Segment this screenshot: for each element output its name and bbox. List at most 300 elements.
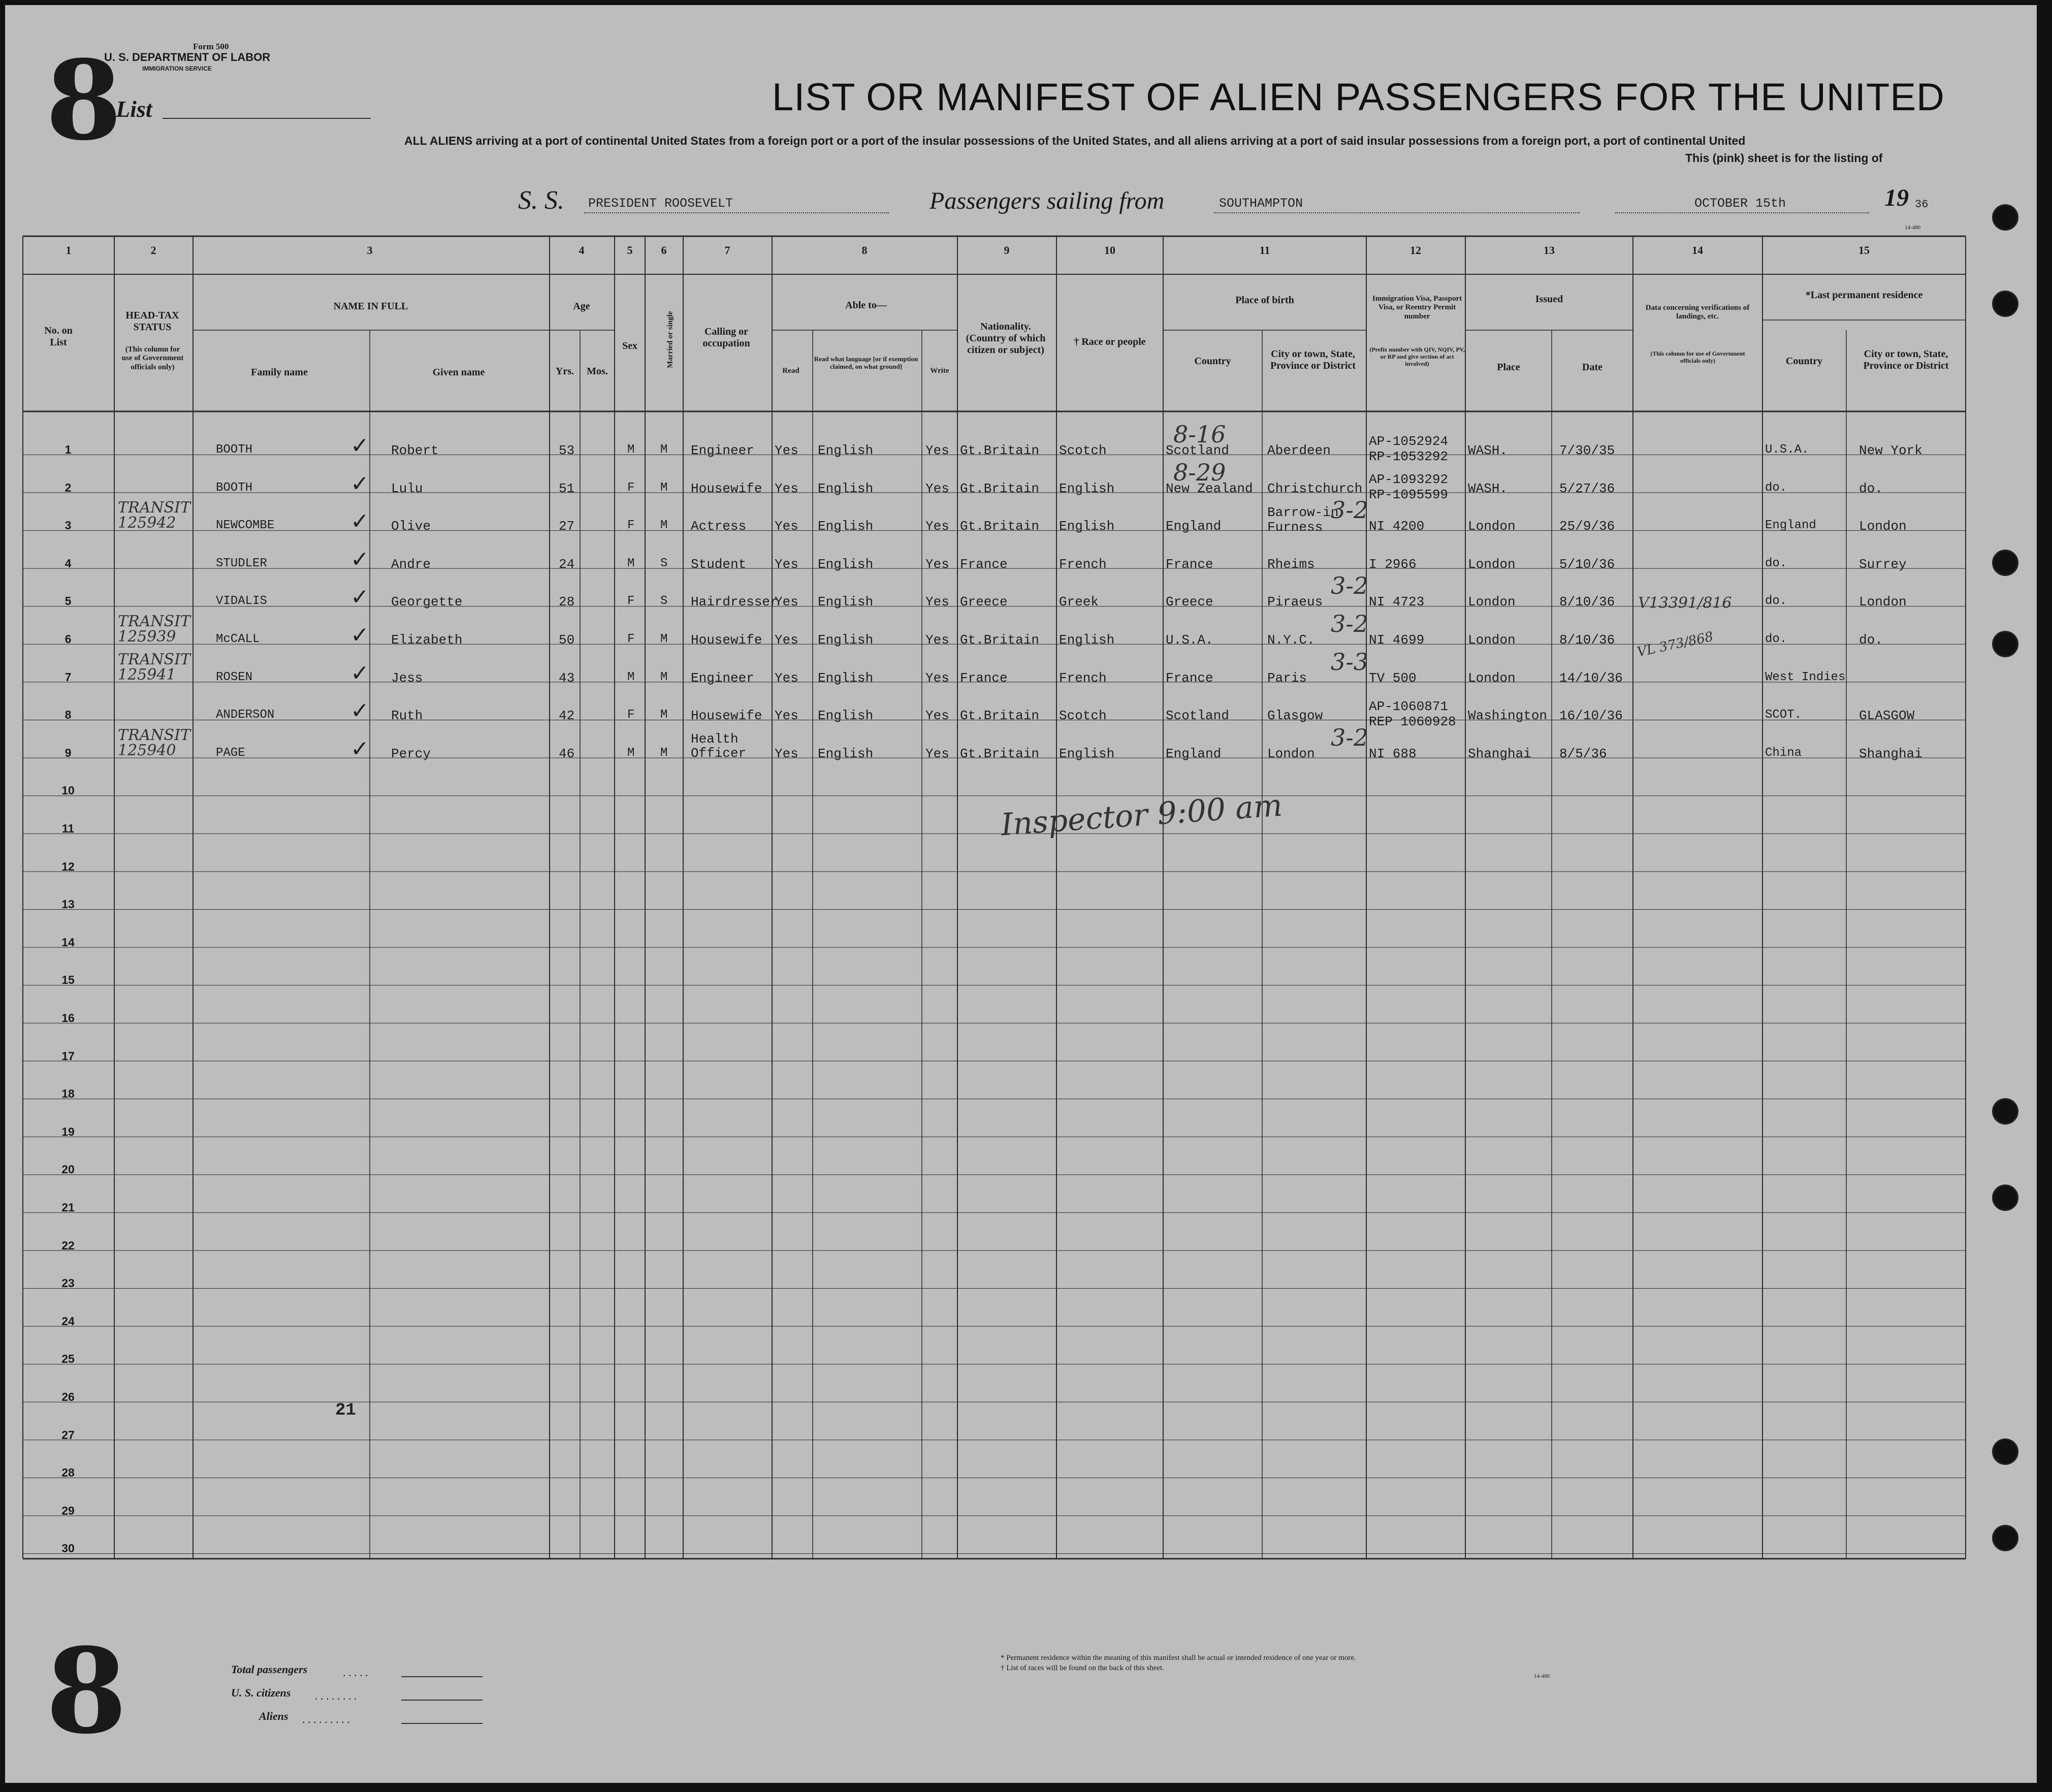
row-number: 4 — [65, 556, 72, 570]
column-number: 5 — [627, 244, 633, 257]
cell-age-years: 46 — [559, 746, 575, 761]
cell-visa-number-2: RP-1095599 — [1369, 487, 1449, 502]
column-number: 9 — [1004, 244, 1010, 257]
cell-given-name: Robert — [391, 443, 439, 458]
cell-birth-city: Barrow-in Furness — [1267, 505, 1339, 535]
form-number: Form 500 — [193, 42, 229, 51]
cell-nationality: Greece — [960, 594, 1008, 610]
cell-handwritten-mark: 3-3 — [1331, 648, 1369, 676]
row-number: 7 — [65, 670, 72, 684]
cell-occupation: Actress — [691, 519, 747, 534]
cell-race: Greek — [1059, 594, 1099, 610]
header-issued-date: Date — [1582, 362, 1602, 373]
row-number: 23 — [61, 1276, 75, 1290]
cell-read-language: English — [818, 443, 874, 458]
ship-name: PRESIDENT ROOSEVELT — [588, 196, 733, 211]
row-number: 20 — [61, 1163, 75, 1176]
row-number: 5 — [65, 594, 72, 608]
check-mark-icon: ✓ — [350, 660, 369, 686]
row-number: 17 — [61, 1049, 75, 1063]
row-number: 2 — [65, 481, 72, 494]
cell-read-language: English — [818, 556, 874, 572]
cell-issued-date: 8/10/36 — [1559, 632, 1615, 648]
row26-annotation: 21 — [335, 1401, 356, 1420]
row-number: 29 — [61, 1503, 75, 1517]
check-mark-icon: ✓ — [350, 433, 369, 459]
cell-birth-country: Greece — [1166, 594, 1213, 610]
cell-can-read: Yes — [775, 443, 798, 458]
cell-handwritten-mark: 8-16 — [1173, 421, 1226, 448]
form-code-bottom: 14-480 — [1534, 1673, 1550, 1679]
sailing-date: OCTOBER 15th — [1694, 196, 1786, 211]
cell-can-read: Yes — [775, 481, 798, 496]
cell-residence-city: do. — [1859, 632, 1883, 648]
cell-sex: M — [627, 670, 635, 684]
cell-visa-number: TV 500 — [1369, 670, 1417, 686]
citizens-leader: . . . . . . . . — [315, 1689, 357, 1702]
subtitle-line1: ALL ALIENS arriving at a port of continental United States from a foreign port or a port of the insular possessions of the United States, and all aliens arriving at a port of said insular possessions from a foreign port, a port of continental United — [404, 134, 1746, 147]
cell-occupation: Housewife — [691, 481, 762, 496]
column-number: 15 — [1858, 244, 1870, 257]
cell-race: Scotch — [1059, 443, 1107, 458]
cell-race: Scotch — [1059, 708, 1107, 724]
column-number: 12 — [1410, 244, 1421, 257]
cell-sex: M — [627, 746, 635, 760]
row-number: 1 — [65, 443, 72, 456]
cell-given-name: Elizabeth — [391, 632, 463, 648]
row-number: 24 — [61, 1314, 75, 1328]
row-number: 25 — [61, 1352, 75, 1366]
cell-residence-country: SCOT. — [1765, 708, 1802, 722]
cell-family-name: McCALL — [216, 632, 260, 646]
cell-birth-city: Rheims — [1267, 556, 1315, 572]
row-number: 3 — [65, 519, 72, 532]
cell-issued-place: London — [1468, 519, 1516, 534]
cell-race: English — [1059, 481, 1115, 496]
header-able-to: Able to— — [845, 300, 887, 311]
cell-residence-country: do. — [1765, 632, 1787, 646]
cell-can-write: Yes — [925, 594, 949, 610]
cell-issued-date: 7/30/35 — [1559, 443, 1615, 458]
header-mos: Mos. — [587, 366, 608, 377]
column-number: 2 — [150, 244, 156, 257]
header-read-language: Read what language [or if exemption claimed, on what ground] — [814, 355, 918, 370]
service-name: IMMIGRATION SERVICE — [142, 65, 212, 72]
cell-issued-date: 14/10/36 — [1559, 670, 1623, 686]
cell-given-name: Lulu — [391, 481, 423, 496]
cell-residence-city: Surrey — [1859, 556, 1907, 572]
cell-birth-city: N.Y.C. — [1267, 632, 1315, 648]
cell-residence-city: Shanghai — [1859, 746, 1922, 761]
cell-issued-date: 8/5/36 — [1559, 746, 1607, 761]
cell-can-write: Yes — [925, 746, 949, 761]
cell-given-name: Ruth — [391, 708, 423, 724]
list-label: List — [116, 96, 152, 122]
cell-nationality: Gt.Britain — [960, 481, 1040, 496]
header-married: Married or single — [666, 311, 675, 368]
cell-birth-country: England — [1166, 519, 1222, 534]
cell-can-write: Yes — [925, 556, 949, 572]
binder-hole — [1992, 631, 2018, 657]
row-number: 13 — [61, 898, 75, 911]
cell-occupation: Hairdresser — [691, 594, 778, 610]
citizens-line — [401, 1700, 483, 1701]
cell-issued-date: 5/10/36 — [1559, 556, 1615, 572]
cell-birth-city: Paris — [1267, 670, 1307, 686]
cell-can-write: Yes — [925, 519, 949, 534]
row-number: 16 — [61, 1011, 75, 1025]
header-nationality: Nationality. (Country of which citizen or subject) — [966, 321, 1046, 356]
row-number: 8 — [65, 708, 72, 722]
cell-nationality: France — [960, 670, 1008, 686]
column-number: 3 — [367, 244, 373, 257]
cell-can-read: Yes — [775, 632, 798, 648]
cell-family-name: ROSEN — [216, 670, 253, 684]
row-number: 18 — [61, 1087, 75, 1101]
cell-family-name: PAGE — [216, 746, 245, 760]
header-place-of-birth: Place of birth — [1235, 295, 1294, 306]
check-mark-icon: ✓ — [350, 470, 369, 497]
cell-birth-country: France — [1166, 556, 1213, 572]
header-yrs: Yrs. — [555, 366, 574, 377]
cell-birth-country: New Zealand — [1166, 481, 1253, 496]
aliens-leader: . . . . . . . . . — [302, 1713, 350, 1725]
header-head-tax-note: (This column for use of Government officials only) — [121, 345, 184, 371]
cell-birth-country: Scotland — [1166, 443, 1229, 458]
header-sex: Sex — [622, 340, 637, 351]
cell-nationality: Gt.Britain — [960, 519, 1040, 534]
header-given-name: Given name — [432, 367, 485, 378]
cell-can-read: Yes — [775, 556, 798, 572]
cell-residence-country: England — [1765, 519, 1816, 533]
cell-issued-date: 16/10/36 — [1559, 708, 1623, 724]
cell-residence-city: GLASGOW — [1859, 708, 1915, 724]
cell-age-years: 42 — [559, 708, 575, 724]
footnote-races: † List of races will be found on the back of this sheet. — [1001, 1664, 1165, 1672]
column-number: 11 — [1259, 244, 1270, 257]
cell-visa-number: NI 4699 — [1369, 632, 1425, 648]
header-verifications-note: (This column for use of Government officials only) — [1650, 350, 1745, 364]
row-number: 27 — [61, 1428, 75, 1442]
cell-occupation: Housewife — [691, 632, 762, 648]
cell-sex: F — [627, 481, 635, 495]
subtitle-line2: This (pink) sheet is for the listing of — [1685, 151, 1883, 165]
cell-birth-city: Glasgow — [1267, 708, 1323, 724]
cell-age-years: 51 — [559, 481, 575, 496]
check-mark-icon: ✓ — [350, 698, 369, 724]
footnote-residence: * Permanent residence within the meaning of this manifest shall be actual or intended residence of one year or more. — [1001, 1654, 1356, 1662]
header-head-tax: HEAD-TAX STATUS — [125, 310, 179, 333]
column-number: 6 — [661, 244, 667, 257]
cell-nationality: Gt.Britain — [960, 443, 1040, 458]
cell-age-years: 28 — [559, 594, 575, 610]
cell-can-read: Yes — [775, 594, 798, 610]
cell-marital-status: M — [660, 708, 668, 722]
cell-can-write: Yes — [925, 632, 949, 648]
header-last-residence: *Last permanent residence — [1805, 290, 1923, 301]
cell-age-years: 43 — [559, 670, 575, 686]
total-line — [401, 1676, 483, 1677]
port-name: SOUTHAMPTON — [1219, 196, 1303, 211]
cell-issued-place: London — [1468, 632, 1516, 648]
cell-issued-date: 5/27/36 — [1559, 481, 1615, 496]
cell-occupation: Engineer — [691, 443, 754, 458]
binder-hole — [1992, 1098, 2018, 1125]
cell-family-name: BOOTH — [216, 481, 253, 495]
binder-hole — [1992, 291, 2018, 317]
cell-residence-country: do. — [1765, 594, 1787, 609]
cell-can-write: Yes — [925, 670, 949, 686]
header-birth-country: Country — [1194, 356, 1231, 367]
column-number: 1 — [66, 244, 72, 257]
cell-read-language: English — [818, 670, 874, 686]
column-number: 8 — [861, 244, 868, 257]
aliens-label: Aliens — [259, 1710, 288, 1722]
cell-race: French — [1059, 556, 1107, 572]
cell-sex: F — [627, 708, 635, 722]
binder-hole — [1992, 1438, 2018, 1465]
list-number-footer: 8 — [46, 1623, 127, 1760]
cell-given-name: Percy — [391, 746, 431, 761]
header-race: † Race or people — [1074, 336, 1146, 347]
cell-read-language: English — [818, 594, 874, 610]
cell-marital-status: S — [660, 556, 668, 570]
cell-race: English — [1059, 519, 1115, 534]
cell-residence-country: China — [1765, 746, 1802, 760]
cell-visa-number-2: RP-1053292 — [1369, 449, 1449, 464]
column-number: 4 — [579, 244, 585, 257]
cell-handwritten-mark: 8-29 — [1173, 458, 1226, 486]
row-number: 9 — [65, 746, 72, 759]
cell-read-language: English — [818, 519, 874, 534]
cell-head-tax-status: TRANSIT 125940 — [118, 726, 190, 759]
cell-occupation: Health Officer — [691, 731, 747, 761]
cell-issued-date: 25/9/36 — [1559, 519, 1615, 534]
cell-can-read: Yes — [775, 670, 798, 686]
cell-marital-status: S — [660, 594, 668, 609]
cell-occupation: Housewife — [691, 708, 762, 724]
total-leader: . . . . . — [343, 1666, 368, 1679]
cell-age-years: 24 — [559, 556, 575, 572]
cell-residence-country: do. — [1765, 481, 1787, 495]
cell-family-name: BOOTH — [216, 443, 253, 457]
check-mark-icon: ✓ — [350, 622, 369, 648]
row-number: 11 — [61, 822, 75, 835]
cell-issued-place: WASH. — [1468, 443, 1508, 458]
cell-nationality: Gt.Britain — [960, 708, 1040, 724]
cell-handwritten-mark: 3-2 — [1331, 723, 1369, 751]
cell-can-read: Yes — [775, 746, 798, 761]
page-title: LIST OR MANIFEST OF ALIEN PASSENGERS FOR THE UNITED — [772, 76, 1945, 119]
cell-can-read: Yes — [775, 708, 798, 724]
cell-age-years: 53 — [559, 443, 575, 458]
cell-visa-number: I 2966 — [1369, 556, 1417, 572]
verification-row5: V13391/816 — [1638, 594, 1732, 612]
cell-birth-country: U.S.A. — [1166, 632, 1213, 648]
column-number: 13 — [1544, 244, 1555, 257]
cell-family-name: VIDALIS — [216, 594, 267, 609]
cell-sex: M — [627, 556, 635, 570]
cell-given-name: Andre — [391, 556, 431, 572]
cell-nationality: Gt.Britain — [960, 746, 1040, 761]
cell-residence-city: London — [1859, 594, 1907, 610]
cell-sex: F — [627, 519, 635, 533]
cell-birth-city: Christchurch — [1267, 481, 1363, 496]
row-number: 10 — [61, 784, 75, 797]
binder-hole — [1992, 550, 2018, 576]
cell-birth-city: Aberdeen — [1267, 443, 1331, 458]
row-number: 28 — [61, 1466, 75, 1480]
header-res-country: Country — [1785, 356, 1823, 367]
row-number: 14 — [61, 935, 75, 949]
cell-can-read: Yes — [775, 519, 798, 534]
cell-read-language: English — [818, 481, 874, 496]
cell-residence-country: U.S.A. — [1765, 443, 1809, 457]
column-number: 7 — [724, 244, 730, 257]
row-number: 15 — [61, 973, 75, 987]
cell-residence-city: London — [1859, 519, 1907, 534]
cell-read-language: English — [818, 632, 874, 648]
cell-visa-number: NI 4723 — [1369, 594, 1425, 610]
cell-marital-status: M — [660, 670, 668, 684]
header-read: Read — [782, 367, 799, 375]
cell-issued-date: 8/10/36 — [1559, 594, 1615, 610]
row-number: 12 — [61, 859, 75, 873]
cell-issued-place: London — [1468, 670, 1516, 686]
cell-visa-number: NI 4200 — [1369, 519, 1425, 534]
header-no-on-list: No. on List — [44, 325, 73, 348]
total-passengers-label: Total passengers — [231, 1663, 308, 1676]
cell-head-tax-status: TRANSIT 125942 — [118, 499, 190, 532]
cell-residence-country: West Indies — [1765, 670, 1846, 684]
row-number: 6 — [65, 632, 72, 646]
cell-can-write: Yes — [925, 708, 949, 724]
cell-occupation: Student — [691, 556, 747, 572]
cell-marital-status: M — [660, 632, 668, 646]
cell-marital-status: M — [660, 746, 668, 760]
cell-marital-status: M — [660, 481, 668, 495]
department-name: U. S. DEPARTMENT OF LABOR — [104, 51, 271, 63]
cell-visa-number: AP-1093292 — [1369, 471, 1449, 487]
header-res-city: City or town, State, Province or District — [1863, 348, 1949, 371]
cell-race: French — [1059, 670, 1107, 686]
column-number: 14 — [1692, 244, 1703, 257]
cell-birth-country: England — [1166, 746, 1222, 761]
cell-handwritten-mark: 3-2 — [1331, 572, 1369, 600]
table-grid — [5, 5, 2037, 1783]
cell-race: English — [1059, 746, 1115, 761]
check-mark-icon: ✓ — [350, 735, 369, 762]
cell-age-years: 27 — [559, 519, 575, 534]
header-visa: Immigration Visa, Passport Visa, or Reentry Permit number — [1372, 295, 1462, 321]
cell-family-name: NEWCOMBE — [216, 519, 275, 533]
cell-can-write: Yes — [925, 481, 949, 496]
cell-marital-status: M — [660, 519, 668, 533]
cell-family-name: STUDLER — [216, 556, 267, 570]
cell-sex: M — [627, 443, 635, 457]
cell-read-language: English — [818, 708, 874, 724]
year-prefix: 19 — [1884, 184, 1909, 211]
sailing-label: Passengers sailing from — [929, 187, 1165, 214]
row-number: 22 — [61, 1238, 75, 1252]
form-code-top: 14-480 — [1905, 225, 1921, 231]
row-number: 30 — [61, 1542, 75, 1555]
check-mark-icon: ✓ — [350, 546, 369, 572]
cell-birth-city: London — [1267, 746, 1315, 761]
us-citizens-label: U. S. citizens — [231, 1686, 291, 1699]
cell-read-language: English — [818, 746, 874, 761]
binder-hole — [1992, 204, 2018, 231]
cell-handwritten-mark: 3-2 — [1331, 610, 1369, 637]
cell-nationality: Gt.Britain — [960, 632, 1040, 648]
header-write: Write — [930, 367, 949, 375]
cell-given-name: Georgette — [391, 594, 463, 610]
cell-issued-place: Shanghai — [1468, 746, 1531, 761]
cell-issued-place: Washington — [1468, 708, 1548, 724]
header-calling: Calling or occupation — [702, 326, 750, 349]
cell-sex: F — [627, 594, 635, 609]
inspector-signature: Inspector 9:00 am — [1000, 787, 1284, 843]
header-family-name: Family name — [251, 367, 308, 378]
cell-visa-number: AP-1052924 — [1369, 434, 1449, 449]
header-verifications: Data concerning verifications of landings, etc. — [1645, 304, 1750, 321]
column-number: 10 — [1104, 244, 1115, 257]
row-number: 19 — [61, 1125, 75, 1138]
row-number: 21 — [61, 1201, 75, 1214]
row-number: 26 — [61, 1390, 75, 1403]
cell-issued-place: London — [1468, 556, 1516, 572]
cell-residence-city: New York — [1859, 443, 1922, 458]
binder-hole — [1992, 1185, 2018, 1211]
header-name-in-full: NAME IN FULL — [333, 301, 408, 312]
binder-hole — [1992, 1525, 2018, 1551]
cell-head-tax-status: TRANSIT 125941 — [118, 650, 190, 684]
cell-visa-number: AP-1060871 — [1369, 699, 1449, 715]
cell-handwritten-mark: 3-2 — [1331, 496, 1369, 524]
cell-age-years: 50 — [559, 632, 575, 648]
cell-issued-place: WASH. — [1468, 481, 1508, 496]
cell-marital-status: M — [660, 443, 668, 457]
header-birth-city: City or town, State, Province or District — [1270, 348, 1356, 371]
verification-row6: VL 373/868 — [1636, 629, 1715, 660]
cell-head-tax-status: TRANSIT 125939 — [118, 613, 190, 646]
check-mark-icon: ✓ — [350, 584, 369, 611]
cell-issued-place: London — [1468, 594, 1516, 610]
cell-family-name: ANDERSON — [216, 708, 275, 722]
cell-birth-country: France — [1166, 670, 1213, 686]
cell-nationality: France — [960, 556, 1008, 572]
cell-visa-number-2: REP 1060928 — [1369, 714, 1456, 730]
cell-race: English — [1059, 632, 1115, 648]
cell-occupation: Engineer — [691, 670, 754, 686]
ss-label: S. S. — [518, 186, 564, 215]
cell-residence-city: do. — [1859, 481, 1883, 496]
cell-given-name: Olive — [391, 519, 431, 534]
header-visa-note: (Prefix number with QIV, NQIV, PV, or RP and give section of act involved) — [1369, 346, 1465, 367]
cell-residence-country: do. — [1765, 556, 1787, 570]
check-mark-icon: ✓ — [350, 508, 369, 535]
header-issued-place: Place — [1497, 362, 1520, 373]
list-number-large: 8 — [46, 36, 122, 165]
year-suffix: 36 — [1915, 198, 1929, 211]
cell-visa-number: NI 688 — [1369, 746, 1417, 761]
manifest-sheet — [5, 5, 2037, 1783]
cell-birth-country: Scotland — [1166, 708, 1229, 724]
cell-can-write: Yes — [925, 443, 949, 458]
aliens-line — [401, 1723, 483, 1724]
cell-given-name: Jess — [391, 670, 423, 686]
cell-birth-city: Piraeus — [1267, 594, 1323, 610]
